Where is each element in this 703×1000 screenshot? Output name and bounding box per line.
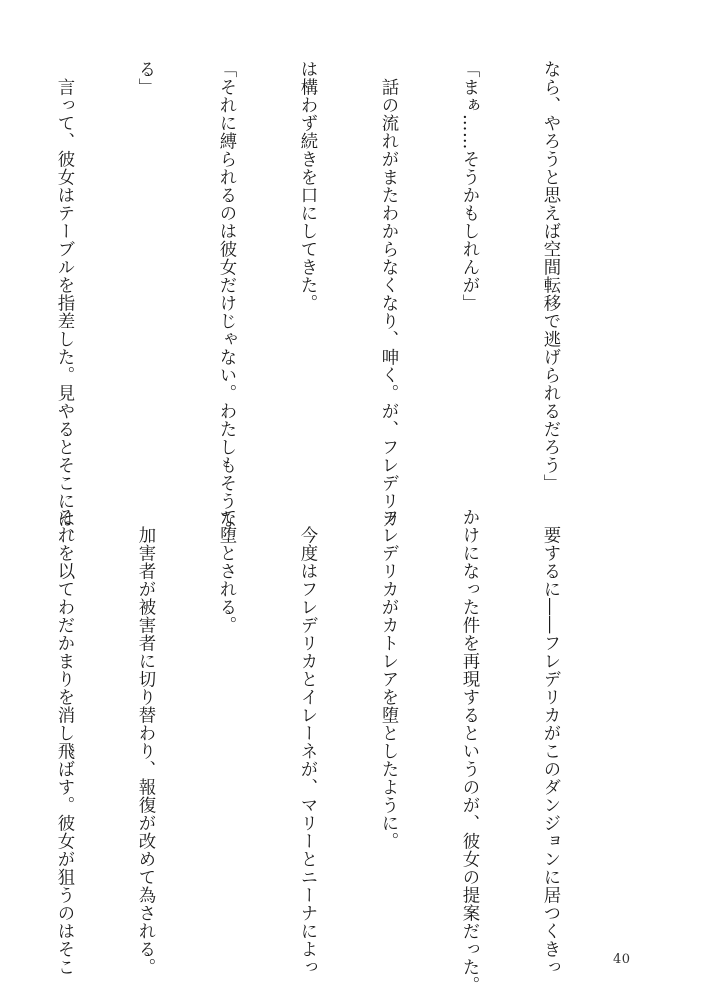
page-number: 40 bbox=[613, 952, 631, 967]
text-block-top bbox=[0, 60, 617, 546]
text-line: フレデリカがカトレアを堕としたように。 bbox=[378, 508, 398, 850]
text-line: て堕とされる。 bbox=[216, 508, 236, 634]
text-line: それを以てわだかまりを消し飛ばす。彼女が狙うのはそこ bbox=[54, 508, 74, 976]
text-line: 言って、彼女はテーブルを指差した。見やるとそこには、 bbox=[54, 60, 74, 546]
text-line: 今度はフレデリカとイレーネが、マリーとニーナによっ bbox=[297, 508, 317, 976]
text-line: 要するに――フレデリカがこのダンジョンに居つくきっ bbox=[540, 508, 560, 976]
text-line: かけになった件を再現するというのが、彼女の提案だった。 bbox=[459, 508, 479, 994]
text-line: 「それに縛られるのは彼女だけじゃない。わたしもそうな bbox=[216, 60, 236, 528]
text-line: 話の流れがまたわからなくなり、呻く。が、フレデリカ bbox=[378, 60, 398, 528]
text-line: は構わず続きを口にしてきた。 bbox=[297, 60, 317, 312]
text-line: る」 bbox=[135, 60, 155, 96]
text-block-bottom bbox=[0, 508, 617, 994]
text-line: 加害者が被害者に切り替わり、報復が改めて為される。 bbox=[135, 508, 155, 976]
text-line: 「まぁ……そうかもしれんが」 bbox=[459, 60, 479, 312]
text-line: なら、やろうと思えば空間転移で逃げられるだろう」 bbox=[540, 60, 560, 492]
